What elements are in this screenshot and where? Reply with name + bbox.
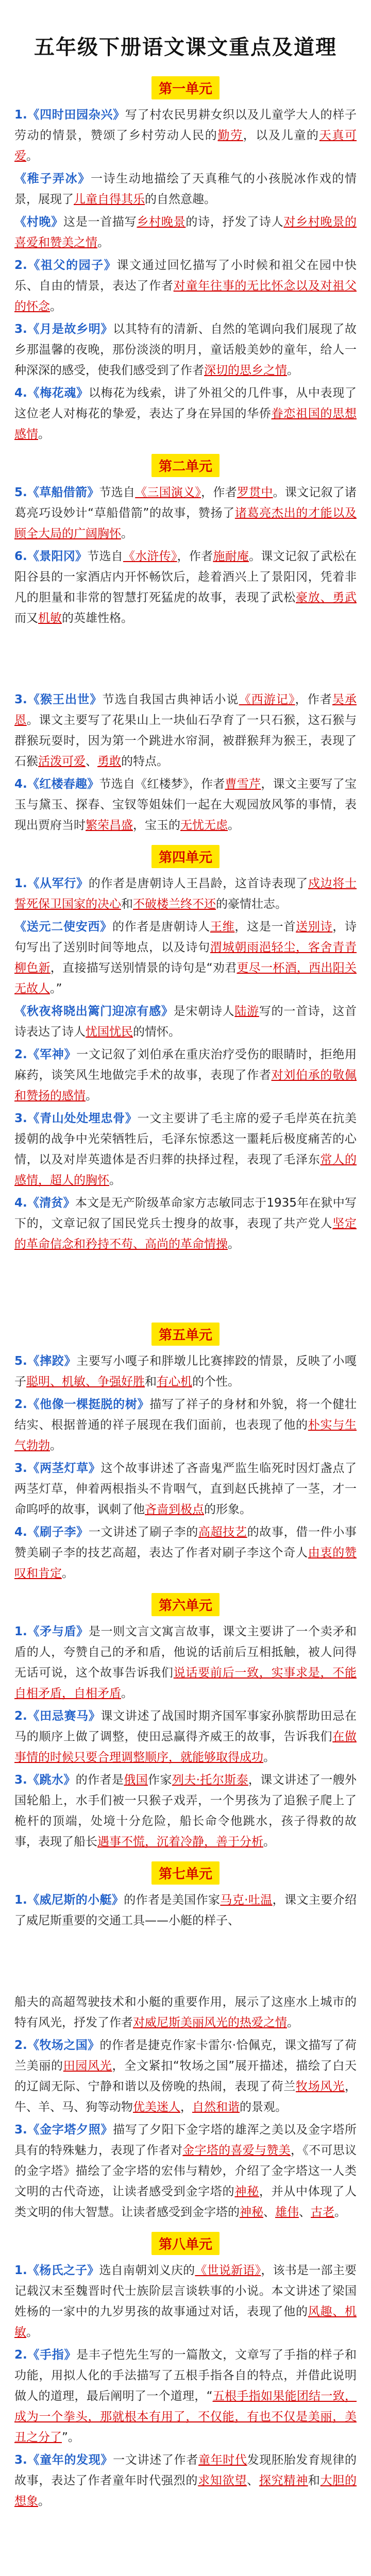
item-text: 。”	[50, 982, 62, 995]
item-text: 。	[86, 1089, 97, 1103]
item-text: 课文通过回忆描写了小时候和祖父在园中快乐、自由的情景，表达了作者	[14, 259, 357, 293]
page-gap	[0, 631, 371, 687]
item-text: ，课文讲述了一艘外国轮船上，水手们被一只猴子戏弄，一个男孩为了追猴子爬上了桅杆的顶端，处境十分危险，船长命令他跳水，孩子得救的故事，表现了船长	[14, 1773, 357, 1849]
item-text: 。	[109, 1174, 121, 1187]
key-point: 繁荣昌盛	[86, 819, 133, 832]
lesson-item	[0, 319, 371, 381]
key-point: 由衷的赞叹和肯定	[14, 1546, 357, 1580]
lesson-item	[0, 2260, 371, 2343]
unit-label: 第六单元	[151, 1593, 220, 1616]
item-number: 4.	[14, 386, 27, 400]
key-point: 眷恋祖国的思想感情	[14, 407, 357, 441]
item-text: 和	[145, 1375, 157, 1388]
item-text: ，作者	[295, 693, 332, 706]
key-point: 罗贯中	[237, 486, 273, 499]
lesson-title: 《草船借箭》	[27, 486, 99, 499]
item-text: 以其特有的清新、自然的笔调向我们展现了故乡那温馨的夜晚，那份淡淡的明月，童话般美妙的童年，给人一种深深的感受，使我们感受到了作者	[14, 323, 357, 377]
item-number: 3.	[14, 2453, 27, 2467]
key-point: 对刘伯承的敬佩和赞扬的感情	[14, 1069, 357, 1103]
item-text: 。课文记叙了武松在阳谷县的一家酒店内开怀畅饮后，趁着酒兴上了景阳冈，凭着非凡的胆量和非常的智慧打死猛虎的故事，表现了武松	[14, 550, 357, 604]
lesson-item	[0, 1044, 371, 1106]
key-point: 牧场风光	[296, 2080, 345, 2093]
key-point: 遇事不慌，沉着冷静，善于分析	[97, 1835, 263, 1849]
key-point: 《三国演义》	[135, 486, 201, 499]
item-text: 的作者是唐朝诗人	[112, 920, 210, 934]
lesson-title: 《两茎灯草》	[27, 1462, 101, 1475]
lesson-title: 《村晚》	[14, 215, 63, 229]
key-point: 吴承恩	[14, 693, 357, 727]
item-text: 这个故事讲述了吝啬鬼严监生临死时因灯盏点了两茎灯草，伸着两根指头不肯咽气，直到赵氏挑掉了一茎，才一命呜呼的故事，讽刺了他	[14, 1462, 357, 1516]
item-number: 2.	[14, 1048, 27, 1061]
item-number: 2.	[14, 2039, 27, 2052]
key-point: 探究精神	[259, 2474, 308, 2487]
key-point: 天真可爱	[14, 129, 357, 163]
lesson-item	[0, 689, 371, 772]
item-text: 节选自《红楼梦》，作者	[99, 777, 225, 791]
lesson-title: 《秋夜将晓出篱门迎凉有感》	[14, 1005, 174, 1018]
key-point: 列夫·托尔斯泰	[172, 1773, 248, 1787]
lesson-title: 《青山处处埋忠骨》	[27, 1112, 138, 1125]
key-point: 曹雪芹	[225, 777, 261, 791]
unit-header	[0, 1861, 371, 1885]
item-text: 本文是无产阶级革命家方志敏同志于1935年在狱中写下的，文章记叙了国民党兵士搜身的故事，表现了共产党人	[14, 1196, 357, 1230]
key-point: 儿童自得其乐	[74, 193, 145, 206]
item-text: 的故事，借一件小事赞美刷子李的技艺高超，表达了作者对刷子李这个奇人	[14, 1526, 357, 1560]
key-point: 金字塔的喜爱与赞美	[182, 2144, 291, 2157]
key-point: 乡村晚景	[137, 215, 186, 229]
lesson-title: 《田忌赛马》	[27, 1709, 101, 1723]
item-text: 船夫的高超驾驶技术和小艇的重要作用，展示了这座水上城市的特有风光，抒发了作者	[14, 1995, 357, 2029]
lesson-title: 《送元二使安西》	[14, 920, 112, 934]
key-point: 神秘	[240, 2206, 263, 2219]
lesson-item	[0, 774, 371, 836]
lesson-title: 《红楼春趣》	[27, 777, 99, 791]
item-text: 一文讲述了刷子李的	[88, 1526, 198, 1539]
item-text: 的个性。	[192, 1375, 240, 1388]
item-text: 写了村农民男耕女织以及儿童学大人的样子劳动的情景，赞颂了乡村劳动人民的	[14, 108, 357, 142]
key-point: 诸葛亮杰出的才能以及顾全大局的广阔胸怀	[14, 506, 357, 540]
key-point: 王维	[210, 920, 235, 934]
item-text: 。	[26, 149, 38, 163]
key-point: 有心机	[157, 1375, 192, 1388]
key-point: 吝啬到极点	[145, 1503, 204, 1516]
key-point: 俄国	[124, 1773, 148, 1787]
lesson-item	[0, 1351, 371, 1392]
item-number: 1.	[14, 2264, 27, 2277]
item-number: 4.	[14, 777, 27, 791]
lesson-title: 《祖父的园子》	[27, 259, 117, 272]
item-text: ，课文主要写了宝玉与黛玉、探春、宝钗等姐妹们一起在大观园放风筝的事情，表现出贾府当时	[14, 777, 357, 832]
page-gap	[0, 1257, 371, 1313]
item-text: ，这是一首	[234, 920, 296, 934]
item-text: 。	[263, 1835, 275, 1849]
item-text: 的作者是美国作家	[124, 1893, 221, 1907]
key-point: 戍边将士誓死保卫国家的决心	[14, 877, 357, 911]
key-point: 送别诗	[296, 920, 333, 934]
item-text: 、	[86, 755, 97, 768]
lesson-item	[0, 917, 371, 999]
lesson-title: 《他像一棵挺脱的树》	[27, 1398, 150, 1411]
item-text: 的作者是唐朝诗人王昌龄，这首诗表现了	[88, 877, 308, 890]
item-text: 节选自	[87, 550, 123, 563]
key-point: 朴实与生气勃勃	[14, 1418, 357, 1452]
item-text: 这是一首描写	[63, 215, 137, 229]
item-text: 的作者是	[75, 1773, 124, 1787]
item-text: 。	[62, 1567, 74, 1580]
key-point: 勤劳	[217, 129, 243, 142]
lesson-item	[0, 1621, 371, 1704]
unit-label: 第八单元	[151, 2232, 220, 2255]
lesson-item	[0, 2450, 371, 2512]
lesson-title: 《矛与盾》	[27, 1625, 89, 1638]
item-text: 。	[38, 428, 50, 441]
item-text: 节选自	[99, 486, 136, 499]
lesson-item	[0, 1193, 371, 1255]
lesson-item	[0, 168, 371, 210]
document-content	[0, 76, 371, 2512]
unit-label: 第二单元	[151, 454, 220, 477]
item-text: ，《不可思议的金字塔》描绘了金字塔的宏伟与精妙，介绍了金字塔这一人类文明的古代奇迹，让读者感受到金字塔的	[14, 2144, 357, 2198]
lesson-title: 《刷子李》	[27, 1526, 89, 1539]
key-point: 说话要前后一致，实事求是，不能自相矛盾，自相矛盾	[14, 1666, 357, 1700]
item-text: 是一则文言文寓言故事，课文主要讲了一个卖矛和盾的人，夸赞自己的矛和盾，他说的话前后互相抵触，被人问得无话可说，这个故事告诉我们	[14, 1625, 357, 1680]
item-text: 一文讲述了作者	[113, 2453, 198, 2467]
lesson-title: 《杨氏之子》	[27, 2264, 99, 2277]
lesson-item	[0, 212, 371, 253]
item-text: 作家	[148, 1773, 172, 1787]
lesson-item	[0, 1458, 371, 1520]
lesson-item	[0, 1706, 371, 1768]
item-text: 的自然意趣。	[145, 193, 216, 206]
key-point: 常人的感情，超人的胸怀	[14, 1153, 357, 1187]
item-text: ，宝玉的	[133, 819, 180, 832]
item-text: 一诗生动地描绘了天真稚气的小孩脱冰作戏的情景，展现了	[14, 172, 357, 206]
lesson-item	[0, 2120, 371, 2223]
item-text: 的情怀。	[133, 1025, 180, 1039]
key-point: 《水浒传》	[123, 550, 177, 563]
item-number: 2.	[14, 259, 27, 272]
unit-label: 第一单元	[151, 76, 220, 99]
lesson-title: 《猴王出世》	[27, 693, 103, 706]
item-text: ，	[180, 2100, 192, 2114]
unit-header	[0, 76, 371, 99]
unit-label: 第五单元	[151, 1323, 220, 1346]
key-point: 优美迷人	[133, 2100, 180, 2114]
key-point: 田园风光	[63, 2059, 112, 2073]
item-text: 。	[97, 236, 109, 249]
unit-header	[0, 1593, 371, 1616]
lesson-title: 《军神》	[27, 1048, 77, 1061]
key-point: 无忧无虑	[180, 819, 228, 832]
lesson-item	[0, 105, 371, 166]
key-point: 风趣、机敏	[14, 2305, 357, 2339]
item-number: 3.	[14, 1112, 27, 1125]
lesson-title: 《童年的发现》	[27, 2453, 113, 2467]
item-text: 。	[287, 2016, 299, 2029]
unit-header	[0, 2232, 371, 2255]
item-number: 1.	[14, 108, 27, 122]
item-text: ，牛、羊、马、狗等动物	[14, 2080, 357, 2114]
lesson-item	[0, 2035, 371, 2117]
item-text: 。	[26, 2326, 38, 2339]
key-point: 活泼可爱	[38, 755, 86, 768]
lesson-item	[0, 1770, 371, 1852]
key-point: 对威尼斯美丽风光的热爱之情	[133, 2016, 287, 2029]
unit-label: 第七单元	[151, 1861, 220, 1885]
lesson-title: 《威尼斯的小艇》	[27, 1893, 124, 1907]
item-text: ，该书是一部主要记载汉末至魏晋时代士族阶层言谈轶事的小说。本文讲述了梁国姓杨的一家中的九岁男孩的故事通过对话，表现了他的	[14, 2264, 357, 2318]
item-text: 的景观。	[240, 2100, 287, 2114]
lesson-item	[0, 546, 371, 629]
key-point: 自然和谐	[192, 2100, 240, 2114]
key-point: 聪明、机敏、争强好胜	[26, 1375, 145, 1388]
item-number: 4.	[14, 1526, 27, 1539]
lesson-item	[0, 482, 371, 544]
lesson-item	[0, 2345, 371, 2448]
key-point: 在做事情的时候只要合理调整顺序，就能够取得成功	[14, 1730, 357, 1764]
item-number: 5.	[14, 1354, 27, 1368]
key-point: 童年时代	[198, 2453, 247, 2467]
page-gap	[0, 1933, 371, 1990]
lesson-item	[0, 1522, 371, 1584]
lesson-item	[0, 255, 371, 317]
lesson-item	[0, 1108, 371, 1191]
key-point: 深切的思乡之情	[204, 364, 287, 377]
lesson-title: 《稚子弄冰》	[14, 172, 91, 185]
lesson-title: 《摔跤》	[27, 1354, 77, 1368]
lesson-item	[0, 873, 371, 914]
item-number: 1.	[14, 1625, 27, 1638]
item-text: 的特点。	[121, 755, 168, 768]
item-text: 写的一首诗，这首诗表达了诗人	[14, 1005, 357, 1039]
item-number: 2.	[14, 1398, 27, 1411]
unit-header	[0, 1323, 371, 1346]
key-point: 勇敢	[97, 755, 121, 768]
key-point: 《西游记》	[239, 693, 295, 706]
lesson-item	[0, 1992, 371, 2033]
item-text: 。	[287, 364, 299, 377]
item-text: 。课文记叙了诸葛亮巧设妙计“草船借箭”的故事，赞扬了	[14, 486, 357, 520]
lesson-title: 《清贫》	[27, 1196, 75, 1210]
item-number: 1.	[14, 1893, 27, 1907]
item-text: 课文讲述了战国时期齐国军事家孙膑帮助田忌在马的顺序上做了调整，使田忌赢得齐威王的故事，告诉我们	[14, 1709, 357, 1743]
item-text: 。	[38, 2495, 50, 2508]
item-text: 而又	[14, 612, 38, 625]
lesson-title: 《牧场之国》	[27, 2039, 100, 2052]
item-text: 的诗，抒发了诗人	[185, 215, 284, 229]
item-text: 。	[228, 1238, 240, 1251]
key-point: 施耐庵	[213, 550, 249, 563]
key-point: 古老	[311, 2206, 334, 2219]
key-point: 忧国忧民	[86, 1025, 133, 1039]
item-number: 2.	[14, 1709, 27, 1723]
page-title: 五年级下册语文课文重点及道理	[34, 36, 337, 59]
lesson-item	[0, 1394, 371, 1456]
item-text: 一文主要讲了毛主席的爱子毛岸英在抗美援朝的战争中光荣牺牲后，毛泽东惊悉这一噩耗后极度痛苦的心情，以及对岸英遗体是否归葬的抉择过程，表现了毛泽东	[14, 1112, 357, 1166]
unit-label: 第四单元	[151, 845, 220, 868]
key-point: 陆游	[234, 1005, 259, 1018]
item-number: 3.	[14, 1773, 27, 1787]
lesson-title: 《手指》	[27, 2348, 77, 2362]
lesson-title: 《梅花魂》	[27, 386, 89, 400]
unit-header	[0, 454, 371, 477]
item-text: 是丰子恺先生写的一篇散文，文章写了手指的样子和功能，用拟人化的手法描写了五根手指各自的特点，并借此说明做人的道理，最后阐明了一个道理，“	[14, 2348, 357, 2403]
item-text: 。	[334, 2206, 346, 2219]
key-point: 机敏	[38, 612, 62, 625]
item-text: 节选自我国古典神话小说	[102, 693, 239, 706]
item-text: 发现胚胎发育规律的故事，表达了作者童年时代强烈的	[14, 2453, 357, 2487]
lesson-item	[0, 1890, 371, 1931]
item-text: 和	[308, 2474, 321, 2487]
item-text: ”。	[62, 2431, 80, 2444]
item-text: 以梅花为线索，讲了外祖父的几件事，从中表现了这位老人对梅花的挚爱，表达了身在异国的华侨	[14, 386, 357, 420]
item-text: 描写了祥子的身材和外貌，将一个健壮结实、根据普通的祥子展现在我们面前，也表现了他的	[14, 1398, 357, 1432]
item-number: 2.	[14, 2348, 27, 2362]
item-number: 4.	[14, 1196, 27, 1210]
lesson-title: 《景阳冈》	[27, 550, 88, 563]
item-text: 一文记叙了刘伯承在重庆治疗受伤的眼睛时，拒绝用麻药，谈笑风生地做完手术的故事，表现了作者	[14, 1048, 357, 1082]
item-number: 3.	[14, 323, 27, 336]
item-text: 的形象。	[204, 1503, 251, 1516]
key-point: 求知欲望	[198, 2474, 247, 2487]
item-text: 描写了夕阳下金字塔的雄浑之美以及金字塔所具有的特殊魅力，表现了作者对	[14, 2123, 357, 2157]
lesson-title: 《四时田园杂兴》	[27, 108, 125, 122]
item-text: 的英雄性格。	[62, 612, 133, 625]
item-text: ，并从中体现了人类文明的伟大智慧。让读者感受到金字塔的	[14, 2185, 357, 2219]
item-text: 、	[263, 2206, 275, 2219]
key-point: 渭城朝雨浥轻尘，客舍青青柳色新	[14, 941, 357, 975]
key-point: 坚定的革命信念和矜持不苟、高尚的革命情操	[14, 1217, 357, 1251]
item-text: ，课文主要介绍了威尼斯重要的交通工具——小艇的样子、	[14, 1893, 357, 1927]
item-text: ，全文紧扣“牧场之国”展开描述，描绘了白天的辽阔无际、宁静和谐以及傍晚的热闹，表现了荷兰	[14, 2059, 357, 2093]
item-text: 的豪情壮志。	[216, 897, 287, 911]
item-number: 3.	[14, 693, 27, 706]
key-point: 不破楼兰终不还	[133, 897, 216, 911]
unit-header	[0, 845, 371, 868]
key-point: 对童年往事的无比怀念以及对祖父的怀念	[14, 279, 357, 313]
item-text: 。课文主要写了花果山上一块仙石孕育了一只石猴，这石猴与群猴玩耍时，因为第一个跳进水帘洞，被群猴拜为猴王，表现了石猴	[14, 714, 357, 768]
key-point: 更尽一杯酒，西出阳关无故人	[14, 961, 357, 995]
key-point: 大胆的想象	[14, 2474, 357, 2508]
item-text: 和	[121, 897, 133, 911]
item-number: 6.	[14, 550, 27, 563]
item-text: 。	[121, 1687, 133, 1700]
lesson-title: 《从军行》	[27, 877, 89, 890]
lesson-title: 《金字塔夕照》	[27, 2123, 113, 2137]
key-point: 雄伟	[275, 2206, 299, 2219]
key-point: 高超技艺	[198, 1526, 247, 1539]
item-number: 5.	[14, 486, 27, 499]
item-text: ，诗句写出了送别时间等地点，以及诗句	[14, 920, 357, 954]
item-text: 。	[50, 1439, 62, 1452]
key-point: 五根手指如果能团结一致，成为一个拳头，那就根本有用了，不仅能，有也不仅是美丽，美丑之分了	[14, 2389, 357, 2444]
lesson-title: 《跳水》	[27, 1773, 76, 1787]
lesson-item	[0, 1001, 371, 1042]
lesson-item	[0, 383, 371, 445]
lesson-title: 《月是故乡明》	[27, 323, 113, 336]
item-text: 是宋朝诗人	[173, 1005, 235, 1018]
item-text: 。	[263, 1751, 275, 1764]
item-number: 3.	[14, 2123, 27, 2137]
key-point: 对乡村晚景的喜爱和赞美之情	[14, 215, 357, 249]
item-text: 主要写小嘎子和胖墩儿比赛摔跤的情景，反映了小嘎子	[14, 1354, 357, 1388]
item-text: 选自南朝刘义庆的	[99, 2264, 195, 2277]
item-text: ，直接描写送别情景的诗句是“劝君	[50, 961, 237, 975]
key-point: 《世说新语》	[195, 2264, 261, 2277]
item-text: ，作者	[177, 550, 213, 563]
item-number: 1.	[14, 877, 27, 890]
item-text: 。	[121, 527, 133, 540]
item-text: 。	[228, 819, 240, 832]
item-text: ，作者	[201, 486, 237, 499]
key-point: 马克·吐温	[220, 1893, 273, 1907]
item-text: ，以及儿童的	[243, 129, 319, 142]
item-number: 3.	[14, 1462, 27, 1475]
key-point: 神秘	[234, 2185, 259, 2198]
item-text: 、	[247, 2474, 259, 2487]
item-text: 的作者是捷克作家卡雷尔·恰佩克，课文描写了荷兰美丽的	[14, 2039, 357, 2073]
item-text: 。	[50, 300, 62, 313]
key-point: 豪放、勇武	[296, 591, 357, 604]
item-text: 、	[299, 2206, 311, 2219]
